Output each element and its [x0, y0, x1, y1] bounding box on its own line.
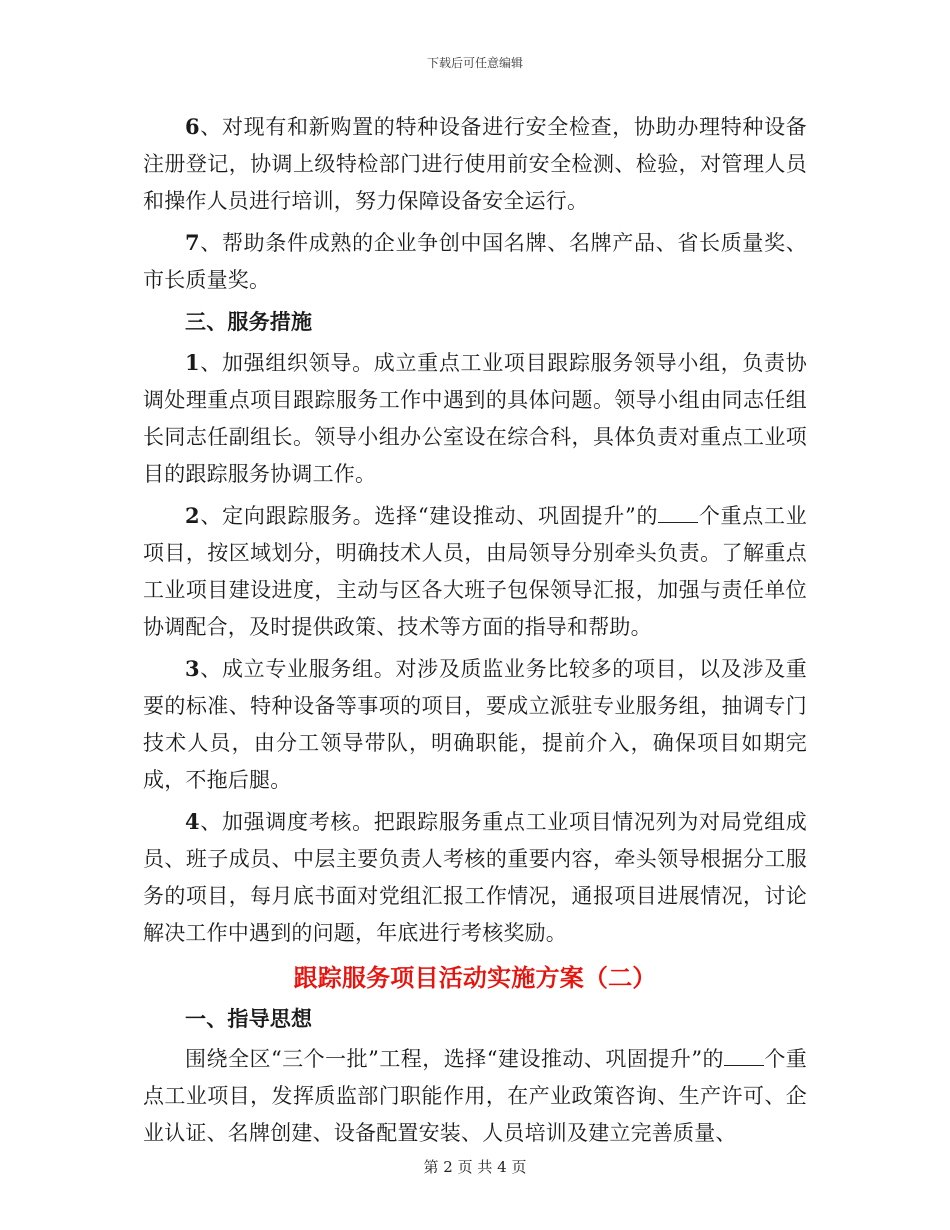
fill-in-blank — [724, 1047, 764, 1066]
paragraph-text: 、帮助条件成熟的企业争创中国名牌、名牌产品、省长质量奖、市长质量奖。 — [143, 231, 807, 292]
paragraph-text: 个重点工业项目，发挥质监部门职能作用，在产业政策咨询、生产许可、企业认证、名牌创建、设备配置安装、人员培训及建立完善质量、 — [143, 1047, 808, 1145]
item-number: 3 — [185, 656, 200, 681]
paragraph-measure-3 — [143, 650, 807, 799]
paragraph-text: 围绕全区“三个一批”工程，选择“建设推动、巩固提升”的 — [185, 1047, 725, 1071]
item-number: 2 — [185, 503, 200, 528]
paragraph-text: 、定向跟踪服务。选择“建设推动、巩固提升”的 — [199, 504, 659, 528]
paragraph-item-6 — [143, 108, 807, 220]
item-number: 7 — [185, 230, 200, 255]
paragraph-text: 个重点工业项目，按区域划分，明确技术人员，由局领导分别牵头负责。了解重点工业项目建设进度，主动与区各大班子包保领导汇报，加强与责任单位协调配合，及时提供政策、技术等方面的指导和帮助。 — [143, 504, 807, 639]
paragraph-measure-1 — [143, 344, 807, 493]
item-number: 4 — [185, 809, 200, 834]
paragraph-text: 、成立专业服务组。对涉及质监业务比较多的项目，以及涉及重要的标准、特种设备等事项的项目，要成立派驻专业服务组，抽调专门技术人员，由分工领导带队，明确职能，提前介入，确保项目如期完成，不拖后腿。 — [143, 657, 807, 792]
document-title: 跟踪服务项目活动实施方案（二） — [293, 963, 657, 992]
item-number: 6 — [185, 114, 200, 139]
paragraph-measure-2 — [143, 497, 807, 646]
document-body — [143, 108, 807, 1152]
page-header: 下载后可任意编辑 — [426, 56, 523, 70]
paragraph-item-7 — [143, 224, 807, 299]
paragraph-measure-4 — [143, 803, 807, 952]
paragraph-text: 、加强调度考核。把跟踪服务重点工业项目情况列为对局党组成员、班子成员、中层主要负责人考核的重要内容，牵头领导根据分工服务的项目，每月底书面对党组汇报工作情况，通报项目进展情况，讨论解决工作中遇到的问题，年底进行考核奖励。 — [143, 810, 807, 945]
fill-in-blank — [658, 504, 698, 523]
section-heading-service-measures: 三、服务措施 — [185, 309, 313, 334]
section-heading-guiding-ideology: 一、指导思想 — [185, 1006, 313, 1031]
item-number: 1 — [185, 350, 200, 375]
page-number-footer: 第 2 页 共 4 页 — [423, 1158, 527, 1176]
paragraph-text: 、对现有和新购置的特种设备进行安全检查，协助办理特种设备注册登记，协调上级特检部门进行使用前安全检测、检验，对管理人员和操作人员进行培训，努力保障设备安全运行。 — [143, 115, 807, 213]
paragraph-text: 、加强组织领导。成立重点工业项目跟踪服务领导小组，负责协调处理重点项目跟踪服务工作中遇到的具体问题。领导小组由同志任组长同志任副组长。领导小组办公室设在综合科，具体负责对重点工业项目的跟踪服务协调工作。 — [143, 351, 807, 486]
paragraph-guiding-ideology — [143, 1041, 807, 1152]
